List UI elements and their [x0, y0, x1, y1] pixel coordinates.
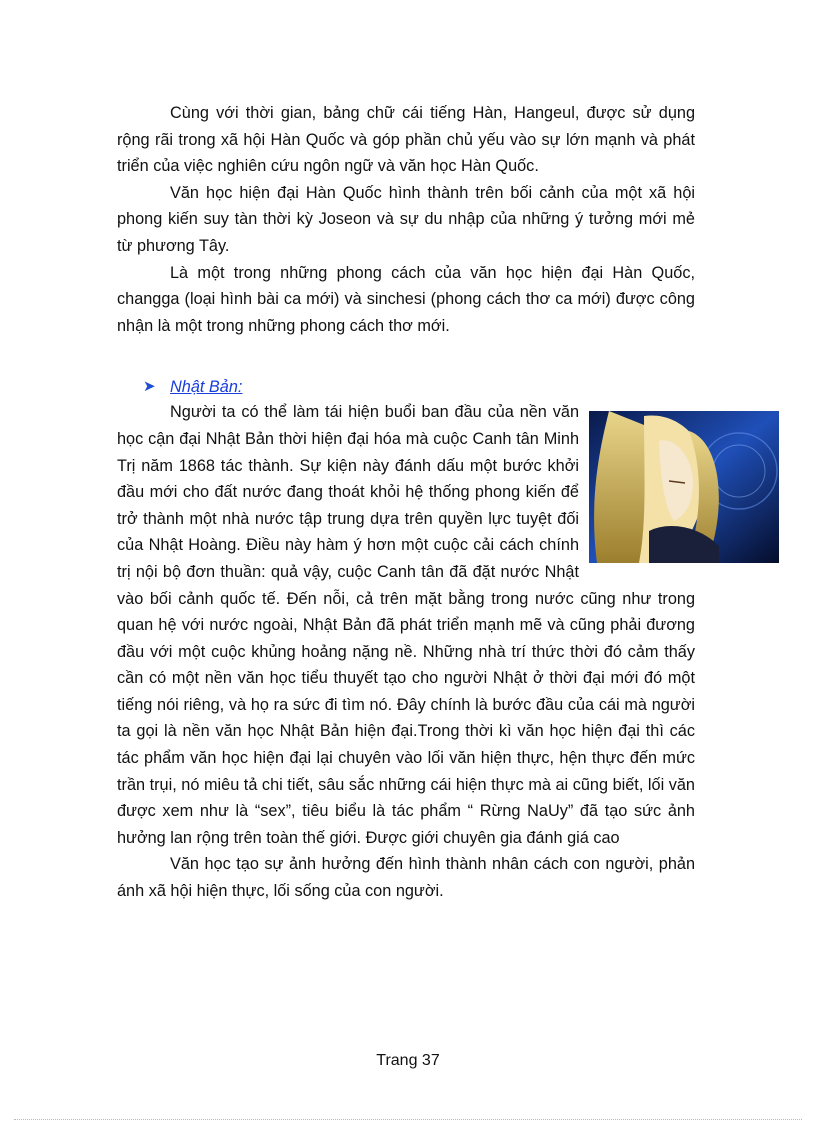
- page-number: Trang 37: [376, 1052, 440, 1069]
- body-text: [117, 100, 695, 905]
- arrow-bullet-icon: ➤: [143, 378, 156, 396]
- paragraph-japan-text: Người ta có thể làm tái hiện buổi ban đầu của nền văn học cận đại Nhật Bản thời hiện đại hóa mà cuộc Canh tân Minh Trị năm 1868 tác thành. Sự kiện này đánh dấu một bước khởi đầu mới cho đất nước đang thoát khỏi hệ thống phong kiến để trở thành một nhà nước tập trung dựa trên quyền lực tuyệt đối của Nhật Hoàng. Điều này hàm ý hơn một cuộc cải cách chính trị nội bộ đơn thuần: quả vậy, cuộc Canh tân đã đặt nước Nhật vào bối cảnh quốc tế. Đến nỗi, cả trên mặt bằng trong nước cũng như trong quan hệ với nước ngoài, Nhật Bản đã phát triển mạnh mẽ và cũng phải đương đầu với một cuộc khủng hoảng nặng nề. Những nhà trí thức thời đó cảm thấy cần có một nền văn học tiểu thuyết tạo cho người Nhật ở thời đại mới đó một tiếng nói riêng, và họ ra sức đi tìm nó. Đây chính là bước đầu của cái mà người ta gọi là nền văn học Nhật Bản hiện đại.Trong thời kì văn học hiện đại thì các tác phẩm văn học hiện đại lại chuyên vào lối văn hiện thực, hện thực đến mức trần trụi, nó miêu tả chi tiết, sâu sắc những cái hiện thực mà ai cũng biết, lối văn được xem như là “sex”, tiêu biểu là tác phẩm “ Rừng NaUy” đã tạo sức ảnh hưởng lan rộng trên toàn thế giới. Được giới chuyên gia đánh giá cao: [117, 403, 695, 847]
- section-spacer: [117, 339, 695, 375]
- page-bottom-divider: [14, 1119, 802, 1120]
- section-heading-japan[interactable]: Nhật Bản:: [170, 378, 243, 397]
- illustration-image: [589, 411, 779, 563]
- paragraph-changga: Là một trong những phong cách của văn học hiện đại Hàn Quốc, changga (loại hình bài ca mới) và sinchesi (phong cách thơ ca mới) được công nhận là một trong những phong cách thơ mới.: [117, 263, 695, 335]
- paragraph-japan: [117, 399, 695, 851]
- paragraph-closing: Văn học tạo sự ảnh hưởng đến hình thành nhân cách con người, phản ánh xã hội hiện thực, lối sống của con người.: [117, 855, 695, 901]
- paragraph-hangeul: Cùng với thời gian, bảng chữ cái tiếng Hàn, Hangeul, được sử dụng rộng rãi trong xã hội Hàn Quốc và góp phần chủ yếu vào sự lớn mạnh và phát triển của việc nghiên cứu ngôn ngữ và văn học Hàn Quốc.: [117, 104, 695, 176]
- section-heading: [117, 375, 695, 399]
- paragraph-modern-korean-literature: Văn học hiện đại Hàn Quốc hình thành trên bối cảnh của một xã hội phong kiến suy tàn thời kỳ Joseon và sự du nhập của những ý tưởng mới mẻ từ phương Tây.: [117, 183, 695, 255]
